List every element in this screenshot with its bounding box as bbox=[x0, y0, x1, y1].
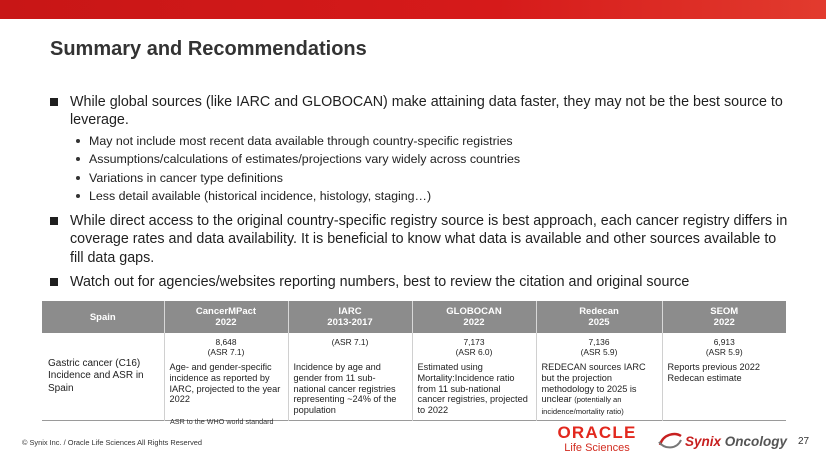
sub-bullet: Assumptions/calculations of estimates/projections vary widely across countries bbox=[50, 150, 790, 169]
top-accent-bar bbox=[0, 0, 826, 19]
dot-bullet-icon bbox=[76, 139, 80, 143]
dot-bullet-icon bbox=[76, 157, 80, 161]
square-bullet-icon bbox=[50, 98, 58, 106]
table-row bbox=[42, 333, 786, 420]
table-cell: 8,648 (ASR 7.1) Age- and gender-specific incidence as reported by IARC, projected to the year 2022 bbox=[164, 333, 288, 420]
column-header: SEOM 2022 bbox=[662, 301, 786, 333]
synix-swoosh-icon bbox=[657, 430, 683, 452]
bullet-1-text: While global sources (like IARC and GLOBOCAN) make attaining data faster, they may not be the best source to leverage. bbox=[70, 94, 783, 129]
bullet-2 bbox=[50, 212, 790, 267]
table-corner-header: Spain bbox=[42, 301, 164, 333]
column-header: IARC 2013-2017 bbox=[288, 301, 412, 333]
footnote: ASR to the WHO world standard bbox=[170, 417, 274, 426]
dot-bullet-icon bbox=[76, 194, 80, 198]
column-header: CancerMPact 2022 bbox=[164, 301, 288, 333]
square-bullet-icon bbox=[50, 278, 58, 286]
square-bullet-icon bbox=[50, 217, 58, 225]
copyright: © Synix Inc. / Oracle Life Sciences All Rights Reserved bbox=[22, 438, 203, 447]
bullet-2-text: While direct access to the original country-specific registry source is best approach, each cancer registry differs in coverage rates and data availability. It is beneficial to know what data is available and other sources available to fill data gaps. bbox=[70, 212, 788, 266]
column-header: GLOBOCAN 2022 bbox=[412, 301, 536, 333]
bullet-3 bbox=[50, 273, 790, 291]
oracle-subtitle: Life Sciences bbox=[564, 442, 630, 454]
comparison-table bbox=[42, 301, 786, 421]
table-cell: 7,136 (ASR 5.9) REDECAN sources IARC but the projection methodology to 2025 is unclear (potentially an incidence/mortality ratio) bbox=[536, 333, 662, 420]
table-cell: (ASR 7.1) Incidence by age and gender from 11 sub-national cancer registries representing ~24% of the population bbox=[288, 333, 412, 420]
bullet-1 bbox=[50, 93, 790, 130]
column-header: Redecan 2025 bbox=[536, 301, 662, 333]
sub-bullet: May not include most recent data available through country-specific registries bbox=[50, 132, 790, 151]
sub-bullet: Variations in cancer type definitions bbox=[50, 169, 790, 188]
page-number: 27 bbox=[798, 436, 810, 447]
bullet-list bbox=[50, 93, 790, 291]
sub-bullet: Less detail available (historical incidence, histology, staging…) bbox=[50, 187, 790, 206]
table-cell: 6,913 (ASR 5.9) Reports previous 2022 Redecan estimate bbox=[667, 337, 760, 383]
slide-title: Summary and Recommendations bbox=[50, 38, 367, 60]
table-cell: 7,173 (ASR 6.0) Estimated using Mortality:Incidence ratio from 11 sub-national cancer registries, projected to 2022 bbox=[412, 333, 536, 420]
synix-logo bbox=[657, 430, 787, 452]
oracle-logo bbox=[552, 424, 642, 454]
synix-wordmark: Synix Oncology bbox=[685, 433, 788, 449]
row-label: Gastric cancer (C16) Incidence and ASR in Spain bbox=[42, 333, 164, 420]
dot-bullet-icon bbox=[76, 176, 80, 180]
bullet-3-text: Watch out for agencies/websites reporting numbers, best to review the citation and original source bbox=[70, 274, 690, 291]
table-header-row bbox=[42, 301, 786, 333]
bullet-1-subitems bbox=[50, 132, 790, 206]
oracle-wordmark: ORACLE bbox=[557, 423, 637, 442]
